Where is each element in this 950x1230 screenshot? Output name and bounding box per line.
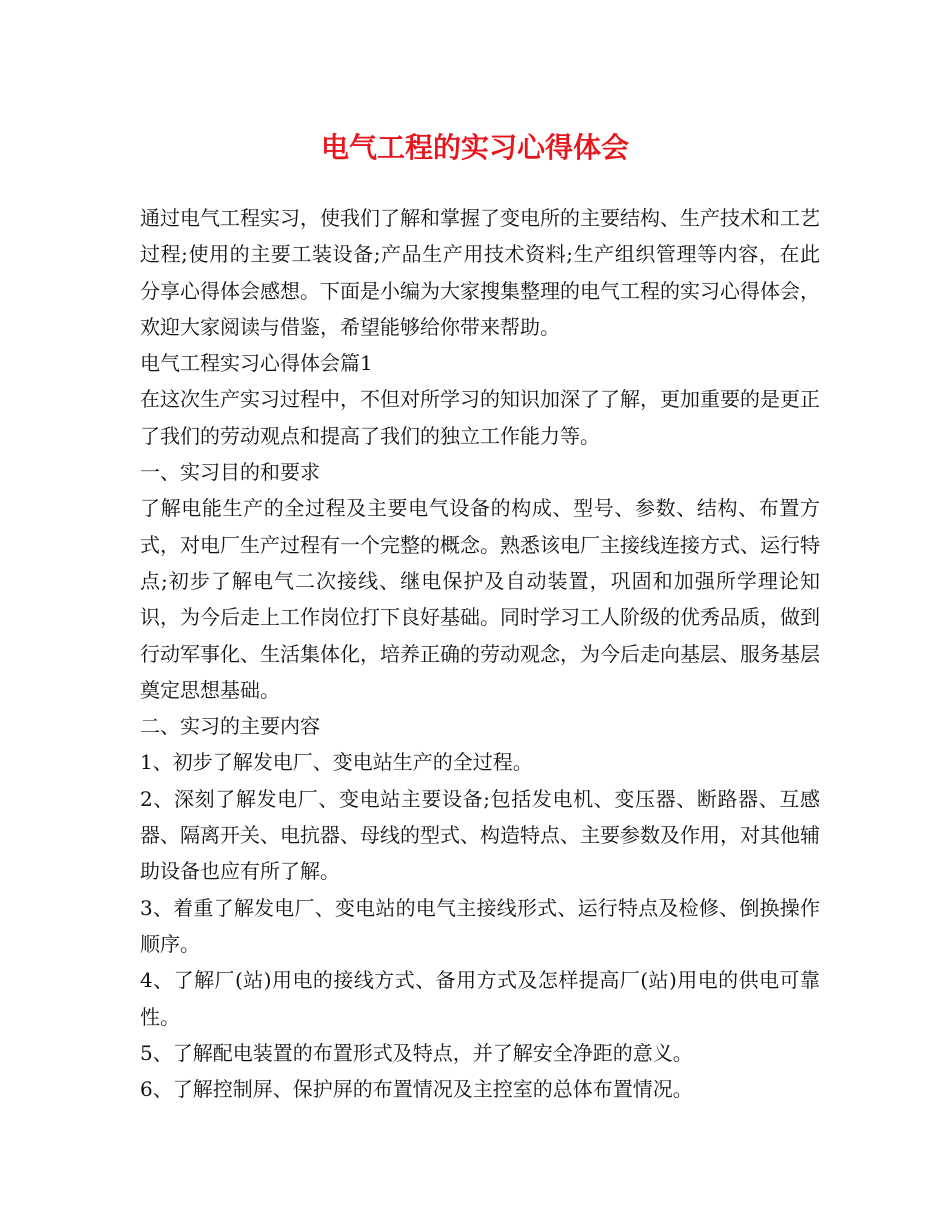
- section-heading-part-1: 电气工程实习心得体会篇1: [140, 351, 373, 376]
- body-paragraph: 了解电能生产的全过程及主要电气设备的构成、型号、参数、结构、布置方式，对电厂生产过程有一个完整的概念。熟悉该电厂主接线连接方式、运行特点;初步了解电气二次接线、继电保护及自动装置，巩固和加强所学理论知识，为今后走上工作岗位打下良好基础。同时学习工人阶级的优秀品质，做到行动军事化、生活集体化，培养正确的劳动观念，为今后走向基层、服务基层奠定思想基础。: [140, 496, 820, 702]
- list-item: 4、了解厂(站)用电的接线方式、备用方式及怎样提高厂(站)用电的供电可靠性。: [140, 968, 820, 1029]
- list-item: 2、深刻了解发电厂、变电站主要设备;包括发电机、变压器、断路器、互感器、隔离开关、电抗器、母线的型式、构造特点、主要参数及作用，对其他辅助设备也应有所了解。: [140, 786, 820, 884]
- document-body: [140, 200, 820, 1107]
- list-item: 3、着重了解发电厂、变电站的电气主接线形式、运行特点及检修、倒换操作顺序。: [140, 895, 820, 956]
- body-paragraph: 在这次生产实习过程中，不但对所学习的知识加深了了解，更加重要的是更正了我们的劳动观点和提高了我们的独立工作能力等。: [140, 387, 820, 448]
- section-heading-content: 二、实习的主要内容: [140, 714, 320, 739]
- intro-paragraph: 通过电气工程实习，使我们了解和掌握了变电所的主要结构、生产技术和工艺过程;使用的主要工装设备;产品生产用技术资料;生产组织管理等内容，在此分享心得体会感想。下面是小编为大家搜集整理的电气工程的实习心得体会，欢迎大家阅读与借鉴，希望能够给你带来帮助。: [140, 206, 820, 339]
- list-item: 6、了解控制屏、保护屏的布置情况及主控室的总体布置情况。: [140, 1077, 693, 1102]
- document-title: 电气工程的实习心得体会: [320, 131, 629, 164]
- list-item: 1、初步了解发电厂、变电站生产的全过程。: [140, 750, 533, 775]
- list-item: 5、了解配电装置的布置形式及特点，并了解安全净距的意义。: [140, 1040, 693, 1065]
- section-heading-goals: 一、实习目的和要求: [140, 460, 320, 485]
